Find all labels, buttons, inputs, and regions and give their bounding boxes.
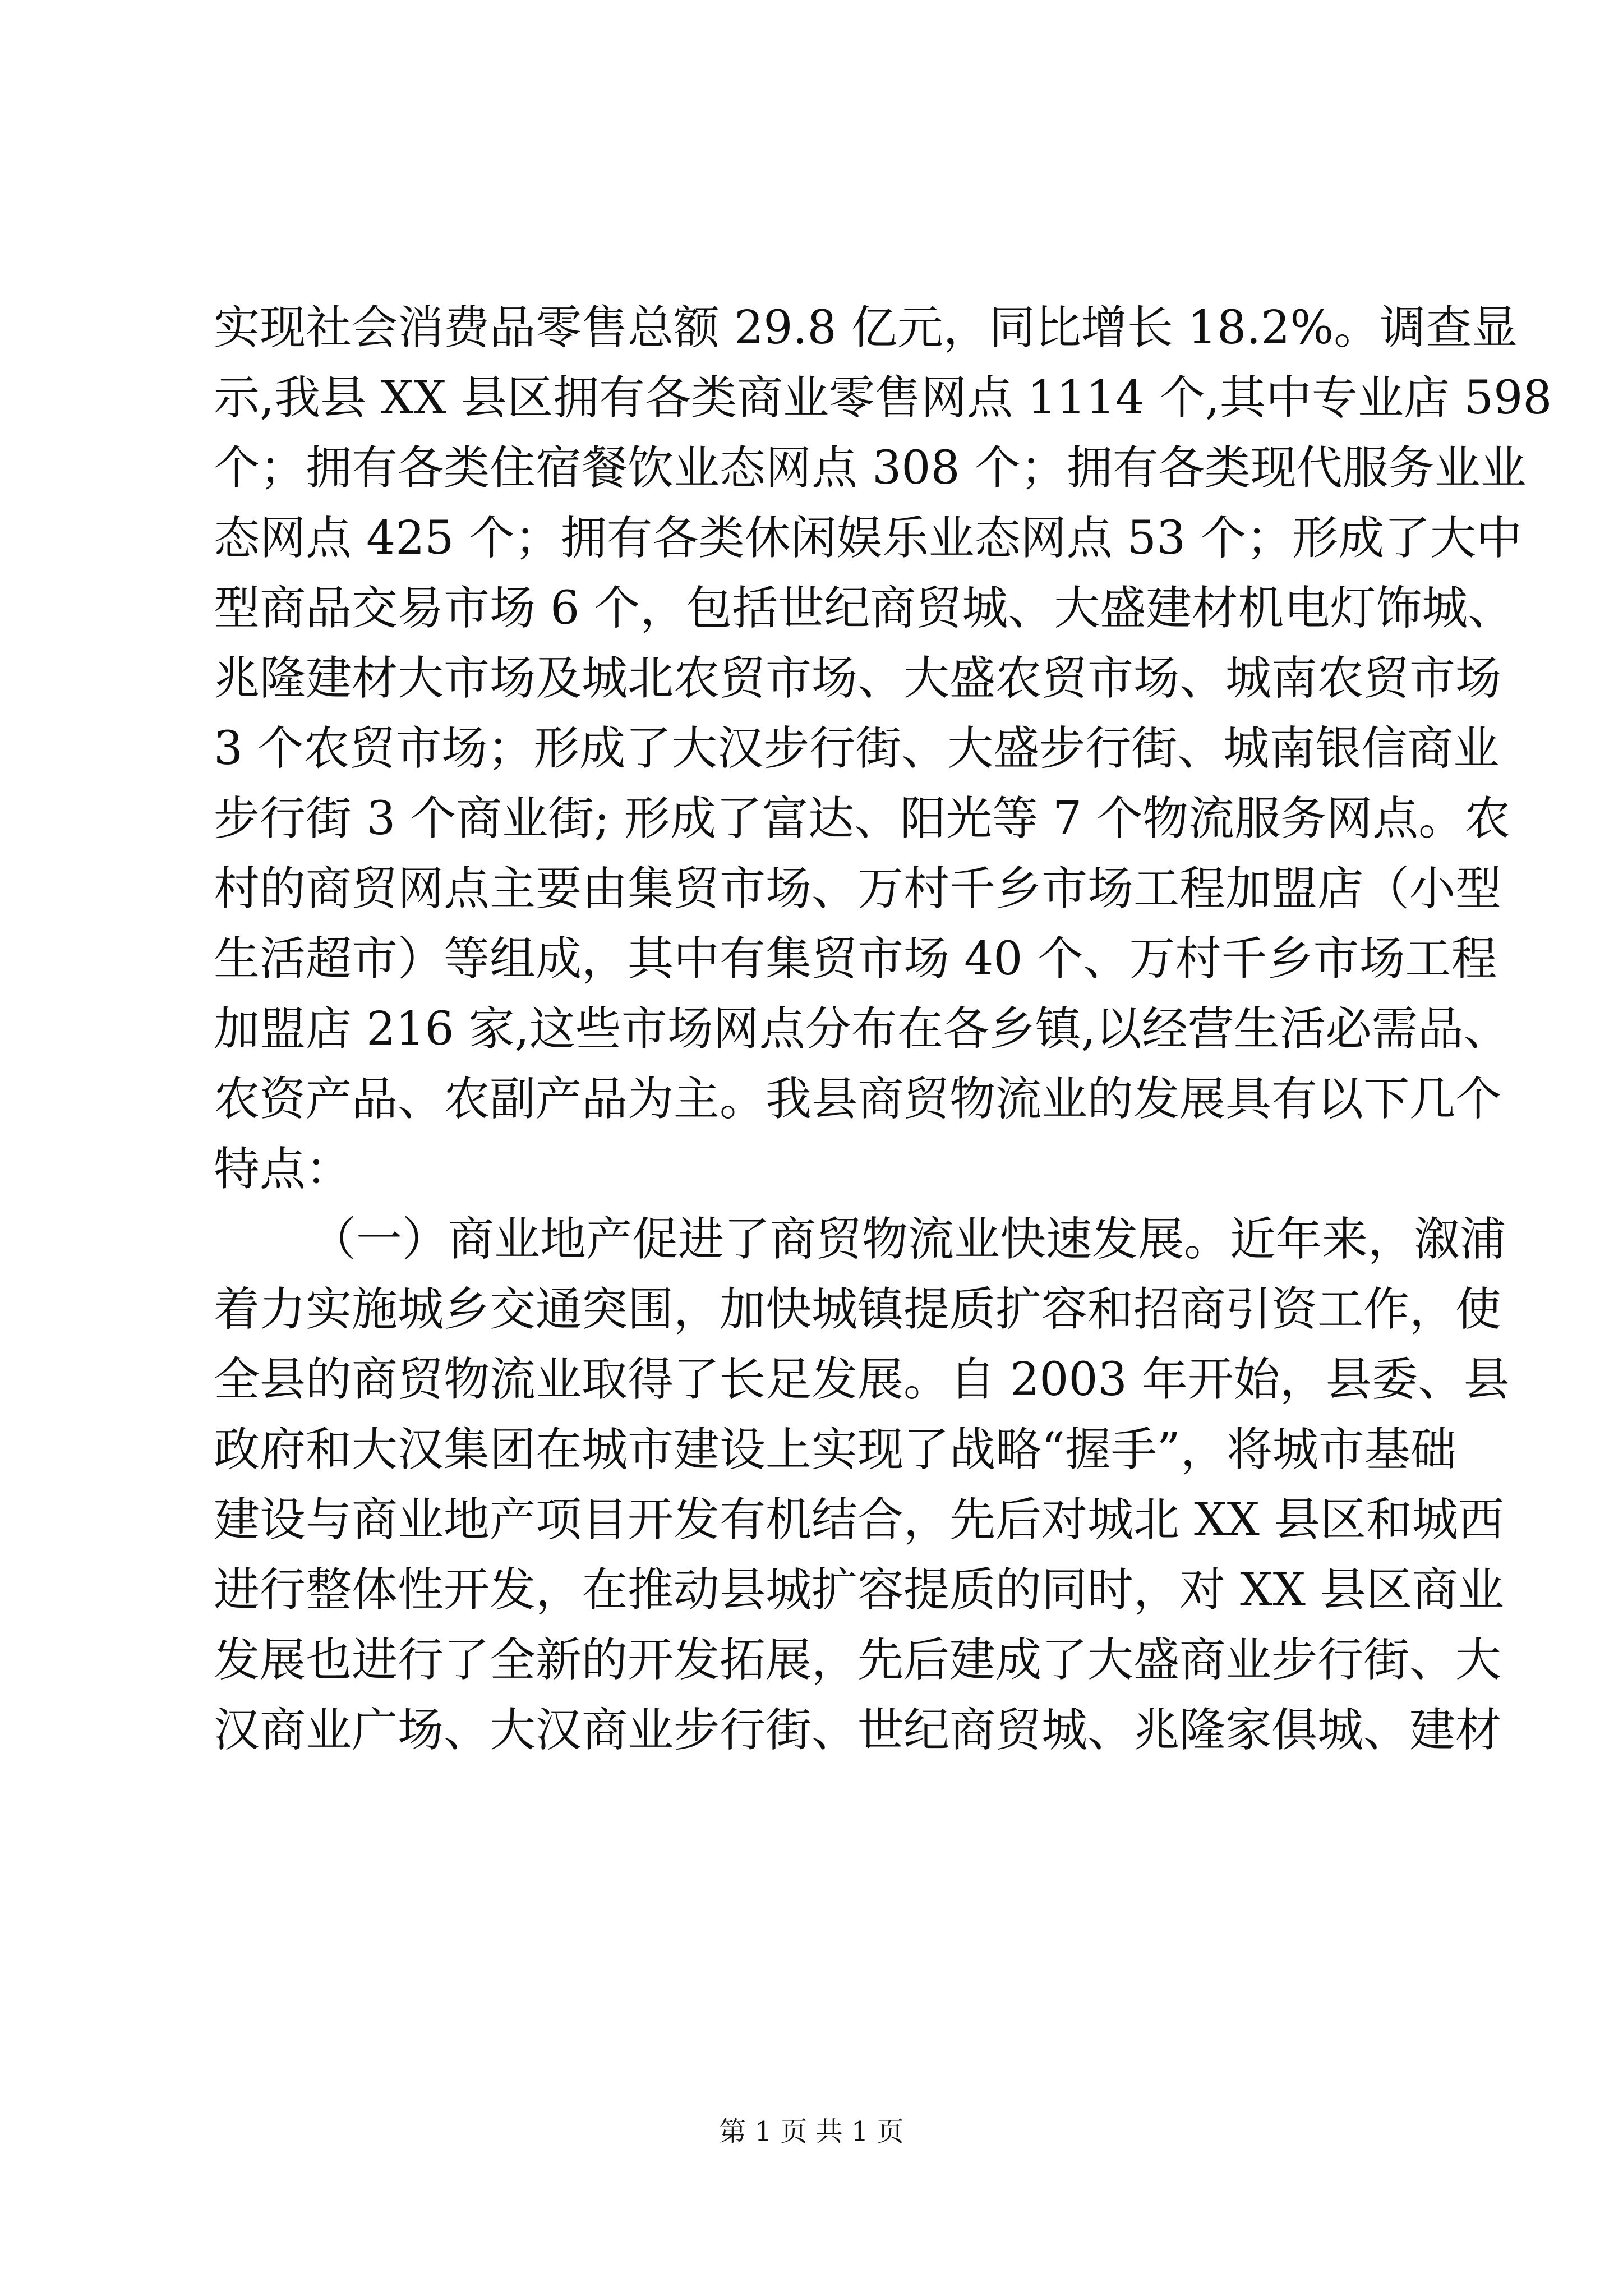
paragraph-2-line-2: 着力实施城乡交通突围，加快城镇提质扩容和招商引资工作，使 (214, 1283, 1502, 1336)
paragraph-1-line-4: 态网点 425 个；拥有各类休闲娱乐业态网点 53 个；形成了大中 (214, 512, 1523, 565)
paragraph-2-line-8: 汉商业广场、大汉商业步行街、世纪商贸城、兆隆家俱城、建材 (214, 1704, 1502, 1757)
paragraph-1-line-3: 个；拥有各类住宿餐饮业态网点 308 个；拥有各类现代服务业业 (214, 441, 1527, 495)
paragraph-1-line-1: 实现社会消费品零售总额 29.8 亿元，同比增长 18.2%。调查显 (214, 301, 1518, 355)
paragraph-2-line-4: 政府和大汉集团在城市建设上实现了战略“握手”，将城市基础 (214, 1423, 1456, 1476)
paragraph-1-line-10: 生活超市）等组成，其中有集贸市场 40 个、万村千乡市场工程 (214, 932, 1497, 986)
paragraph-2-line-7: 发展也进行了全新的开发拓展，先后建成了大盛商业步行街、大 (214, 1634, 1502, 1687)
paragraph-1-line-13: 特点： (214, 1143, 352, 1196)
paragraph-2-line-5: 建设与商业地产项目开发有机结合，先后对城北 XX 县区和城西 (214, 1493, 1504, 1547)
paragraph-2-line-1: （一）商业地产促进了商贸物流业快速发展。近年来，溆浦 (310, 1213, 1506, 1266)
paragraph-1-line-8: 步行街 3 个商业街; 形成了富达、阳光等 7 个物流服务网点。农 (214, 792, 1511, 845)
paragraph-1-line-12: 农资产品、农副产品为主。我县商贸物流业的发展具有以下几个 (214, 1073, 1502, 1126)
page-footer-page-number: 第 1 页 共 1 页 (719, 2116, 904, 2147)
paragraph-1-line-6: 兆隆建材大市场及城北农贸市场、大盛农贸市场、城南农贸市场 (214, 652, 1502, 705)
paragraph-1-line-7: 3 个农贸市场；形成了大汉步行街、大盛步行街、城南银信商业 (214, 722, 1500, 775)
paragraph-1-line-5: 型商品交易市场 6 个，包括世纪商贸城、大盛建材机电灯饰城、 (214, 582, 1514, 635)
paragraph-1-line-9: 村的商贸网点主要由集贸市场、万村千乡市场工程加盟店（小型 (214, 862, 1502, 915)
paragraph-2-line-3: 全县的商贸物流业取得了长足发展。自 2003 年开始，县委、县 (214, 1353, 1510, 1406)
paragraph-1-line-11: 加盟店 216 家,这些市场网点分布在各乡镇,以经营生活必需品、 (214, 1002, 1510, 1056)
paragraph-1-line-2: 示,我县 XX 县区拥有各类商业零售网点 1114 个,其中专业店 598 (214, 371, 1552, 425)
paragraph-2-line-6: 进行整体性开发，在推动县城扩容提质的同时，对 XX 县区商业 (214, 1563, 1504, 1617)
